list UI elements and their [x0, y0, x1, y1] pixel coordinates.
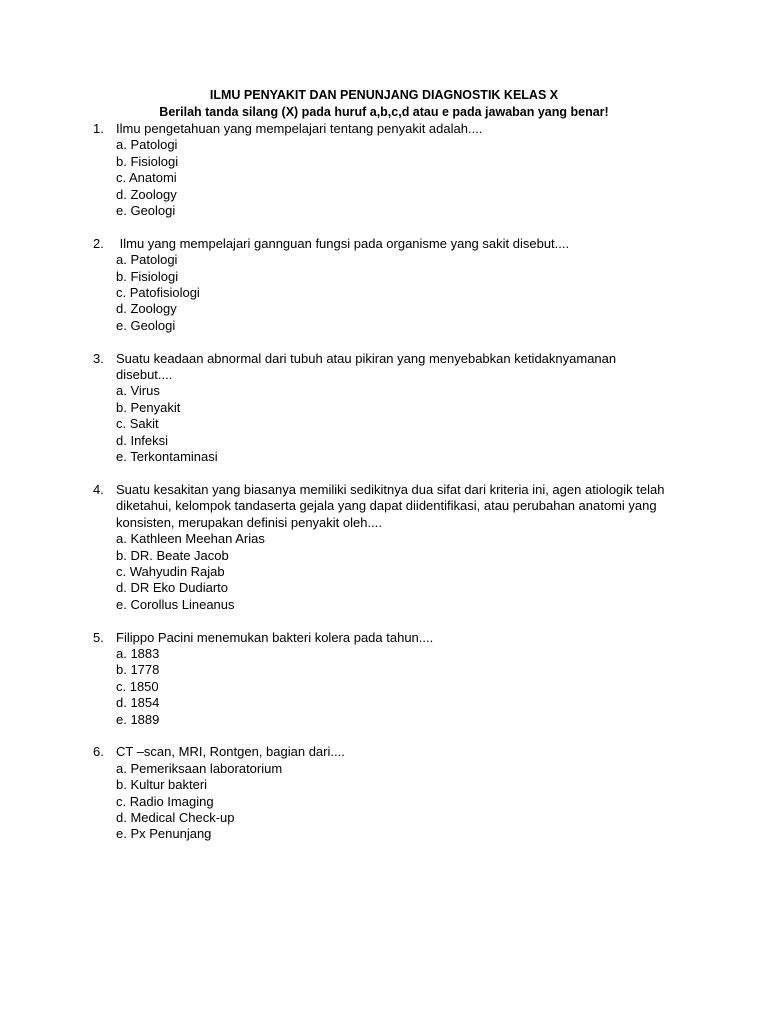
option-e: e. Geologi — [116, 317, 176, 333]
option-c: c. Sakit — [116, 416, 159, 432]
question-number: 4. — [93, 481, 104, 497]
question-text: CT –scan, MRI, Rontgen, bagian dari.... — [116, 744, 345, 760]
option-c: c. Radio Imaging — [116, 793, 214, 809]
option-d: d. Zoology — [116, 301, 177, 317]
question-3 — [0, 351, 768, 466]
option-d: d. Medical Check-up — [116, 809, 235, 825]
option-d: d. 1854 — [116, 695, 160, 711]
question-text: Filippo Pacini menemukan bakteri kolera pada tahun.... — [116, 629, 434, 645]
question-number: 1. — [93, 121, 104, 136]
option-b: b. DR. Beate Jacob — [116, 547, 229, 563]
option-b: b. 1778 — [116, 662, 160, 678]
option-d: d. Infeksi — [116, 432, 169, 448]
option-e: e. Terkontaminasi — [116, 449, 218, 465]
question-number: 6. — [93, 744, 104, 760]
question-6 — [0, 744, 768, 842]
question-4 — [0, 482, 768, 613]
document-instruction: Berilah tanda silang (X) pada huruf a,b,c,d atau e pada jawaban yang benar! — [159, 105, 609, 119]
question-text: Suatu kesakitan yang biasanya memiliki sedikitnya dua sifat dari kriteria ini, agen atiologik telah diketahui, kelompok tandaserta gejala yang dapat diidentifikasi, atau perubahan anatomi yang konsisten, merupakan definisi penyakit oleh.... — [116, 481, 665, 530]
option-e: e. Corollus Lineanus — [116, 596, 235, 612]
question-2 — [0, 236, 768, 334]
option-b: b. Fisiologi — [116, 268, 179, 284]
document-title: ILMU PENYAKIT DAN PENUNJANG DIAGNOSTIK KELAS X — [209, 88, 559, 102]
option-a: a. Virus — [116, 383, 160, 399]
question-number: 5. — [93, 629, 104, 645]
question-text: Ilmu pengetahuan yang mempelajari tentang penyakit adalah.... — [116, 121, 483, 136]
question-5 — [0, 630, 768, 728]
option-e: e. Geologi — [116, 203, 176, 219]
option-d: d. DR Eko Dudiarto — [116, 580, 228, 596]
option-a: a. 1883 — [116, 645, 160, 661]
option-d: d. Zoology — [116, 186, 177, 202]
question-text: Ilmu yang mempelajari gannguan fungsi pada organisme yang sakit disebut.... — [116, 235, 570, 251]
option-a: a. Pemeriksaan laboratorium — [116, 760, 283, 776]
option-c: c. 1850 — [116, 678, 159, 694]
option-b: b. Kultur bakteri — [116, 777, 208, 793]
question-list — [0, 121, 768, 859]
option-c: c. Anatomi — [116, 170, 177, 186]
option-e: e. Px Penunjang — [116, 826, 212, 842]
question-1 — [0, 121, 768, 219]
option-c: c. Wahyudin Rajab — [116, 563, 225, 579]
question-text: Suatu keadaan abnormal dari tubuh atau pikiran yang menyebabkan ketidaknyamanan disebut.... — [116, 350, 617, 383]
option-b: b. Fisiologi — [116, 153, 179, 169]
option-a: a. Patologi — [116, 252, 178, 268]
question-number: 2. — [93, 235, 104, 251]
option-a: a. Kathleen Meehan Arias — [116, 531, 265, 547]
option-e: e. 1889 — [116, 711, 160, 727]
option-c: c. Patofisiologi — [116, 285, 200, 301]
option-a: a. Patologi — [116, 137, 178, 153]
question-number: 3. — [93, 350, 104, 366]
option-b: b. Penyakit — [116, 399, 181, 415]
